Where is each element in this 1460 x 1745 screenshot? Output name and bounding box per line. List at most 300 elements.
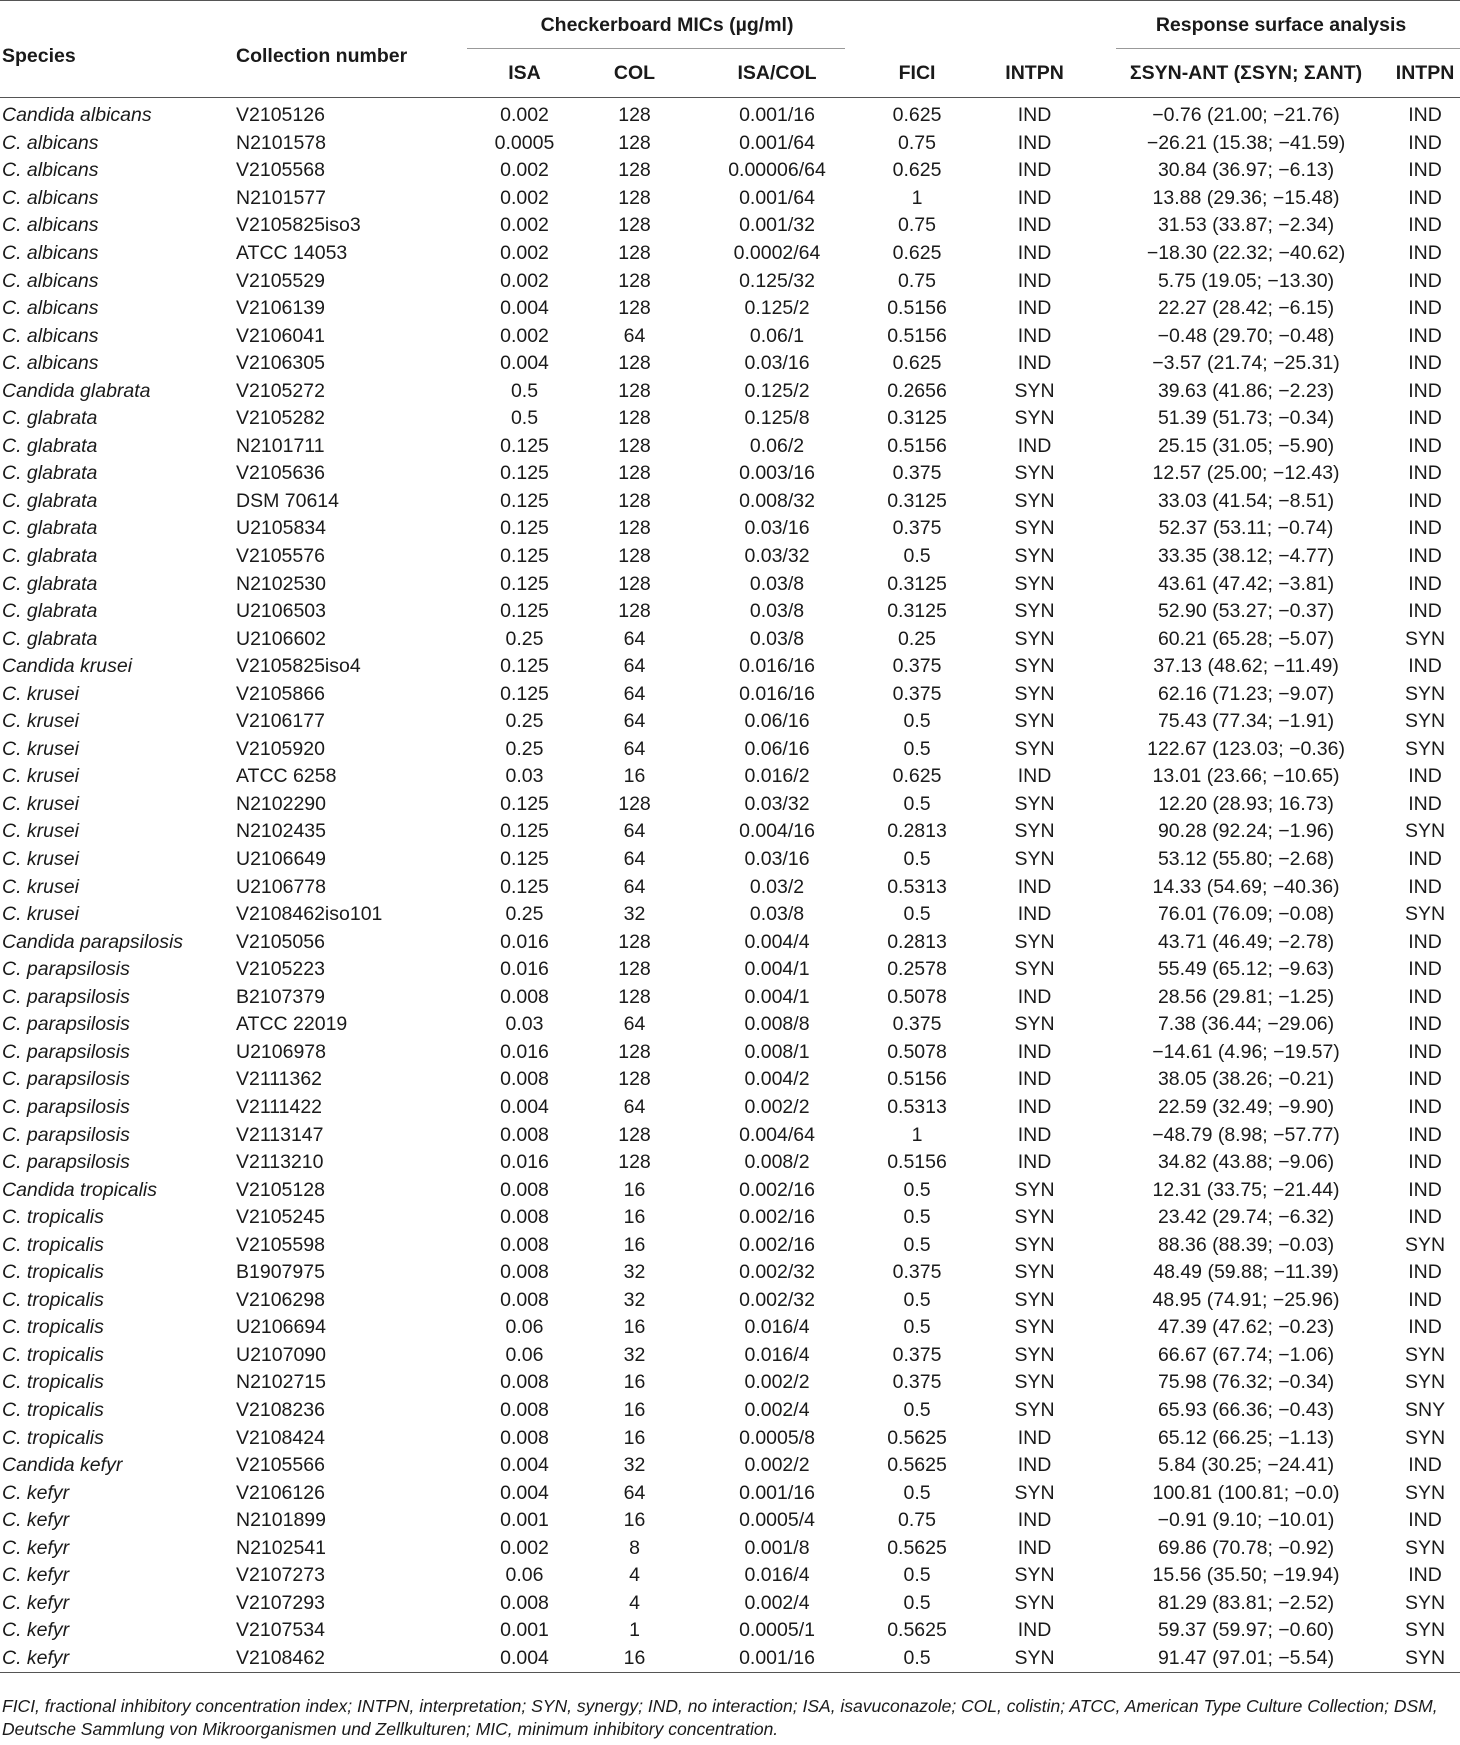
cell-species: C. krusei: [2, 903, 79, 926]
cell-collection-number: V2105636: [236, 462, 325, 485]
table-row: [0, 1452, 1460, 1480]
cell-isa-col-ratio: 0.03/8: [749, 600, 805, 623]
cell-intpn-checkerboard: SYN: [1014, 1371, 1055, 1394]
cell-isa-mic: 0.016: [500, 930, 549, 953]
cell-rsa-value: 66.67 (67.74; −1.06): [1157, 1343, 1335, 1366]
cell-intpn-checkerboard: IND: [1017, 1151, 1052, 1174]
cell-species: C. krusei: [2, 848, 79, 871]
cell-rsa-value: −0.91 (9.10; −10.01): [1157, 1509, 1335, 1532]
cell-species: C. krusei: [2, 682, 79, 705]
table-row: [0, 1066, 1460, 1094]
cell-isa-col-ratio: 0.001/16: [687, 1645, 867, 1673]
cell-intpn-rsa: IND: [1408, 655, 1442, 678]
cell-species: C. glabrata: [2, 407, 98, 430]
table-row: [0, 240, 1460, 268]
cell-col-mic: 128: [618, 958, 651, 981]
cell-isa-mic: 0.004: [500, 1095, 549, 1118]
cell-isa-mic: 0.25: [505, 627, 544, 650]
cell-species: C. albicans: [2, 352, 99, 375]
cell-fici: 0.3125: [887, 407, 947, 430]
cell-intpn-checkerboard: IND: [1017, 214, 1052, 237]
cell-intpn-rsa: SYN: [1404, 1233, 1446, 1256]
cell-rsa-value: 13.01 (23.66; −10.65): [1152, 765, 1340, 788]
cell-isa-col-ratio: 0.002/2: [744, 1371, 810, 1394]
cell-intpn-rsa: IND: [1408, 600, 1442, 623]
cell-isa-col-ratio: 0.125/2: [744, 297, 810, 320]
cell-intpn-rsa: IND: [1408, 1316, 1442, 1339]
cell-collection-number: V2105126: [236, 104, 325, 127]
cell-fici: 0.75: [898, 269, 936, 292]
cell-collection-number: V2107273: [236, 1564, 325, 1587]
cell-collection-number: U2106649: [236, 848, 326, 871]
cell-intpn-rsa: IND: [1408, 1564, 1442, 1587]
cell-collection-number: V2113210: [236, 1151, 324, 1174]
cell-intpn-checkerboard: SYN: [967, 1645, 1102, 1673]
cell-isa-col-ratio: 0.004/4: [744, 930, 810, 953]
cell-collection-number: V2111362: [236, 1068, 323, 1091]
cell-rsa-value: 33.03 (41.54; −8.51): [1157, 489, 1335, 512]
cell-fici: 0.375: [892, 1013, 942, 1036]
cell-isa-col-ratio: 0.008/32: [739, 489, 815, 512]
cell-isa-col-ratio: 0.004/1: [744, 958, 810, 981]
cell-isa-mic: 0.0005: [494, 131, 555, 154]
cell-isa-col-ratio: 0.016/16: [739, 655, 815, 678]
table-row: [0, 130, 1460, 158]
cell-collection-number: N2101578: [236, 131, 326, 154]
cell-isa-mic: 0.125: [500, 875, 549, 898]
cell-fici: 0.5313: [887, 1095, 947, 1118]
cell-intpn-rsa: IND: [1408, 1068, 1442, 1091]
cell-isa-mic: 0.5: [510, 379, 539, 402]
cell-isa-mic: 0.016: [500, 958, 549, 981]
cell-intpn-checkerboard: IND: [1017, 765, 1052, 788]
cell-intpn-rsa: IND: [1408, 407, 1442, 430]
cell-col-mic: 64: [623, 1013, 646, 1036]
cell-isa-mic: 0.25: [505, 710, 544, 733]
cell-intpn-checkerboard: SYN: [1014, 407, 1055, 430]
cell-isa-mic: 0.016: [500, 1040, 549, 1063]
cell-collection-number: N2102530: [236, 572, 326, 595]
cell-rsa-value: 34.82 (43.88; −9.06): [1157, 1151, 1335, 1174]
cell-rsa-value: 5.84 (30.25; −24.41): [1157, 1454, 1335, 1477]
cell-intpn-checkerboard: SYN: [1014, 572, 1055, 595]
cell-intpn-rsa: IND: [1408, 792, 1442, 815]
header-fici: FICI: [898, 61, 936, 84]
cell-species: C. kefyr: [2, 1536, 70, 1559]
cell-collection-number: V2105576: [236, 545, 325, 568]
cell-collection-number: V2107534: [236, 1619, 325, 1642]
cell-fici: 0.625: [892, 242, 942, 264]
cell-col-mic: 128: [618, 930, 651, 953]
cell-isa-col-ratio: 0.002/16: [739, 1178, 815, 1201]
cell-col-mic: 128: [618, 545, 651, 568]
cell-fici: 0.5: [903, 1316, 931, 1339]
cell-intpn-rsa: SYN: [1404, 1371, 1446, 1394]
cell-col-mic: 16: [623, 1233, 646, 1256]
cell-isa-col-ratio: 0.002/16: [739, 1233, 815, 1256]
cell-isa-col-ratio: 0.002/32: [739, 1288, 815, 1311]
table-row: [0, 405, 1460, 433]
cell-fici: 0.2656: [887, 379, 947, 402]
cell-species: C. parapsilosis: [2, 1013, 130, 1036]
cell-collection-number: V2108462: [222, 1645, 467, 1673]
cell-rsa-value: 75.43 (77.34; −1.91): [1157, 710, 1335, 733]
cell-isa-mic: 0.002: [500, 269, 549, 292]
cell-intpn-checkerboard: IND: [1017, 1536, 1052, 1559]
cell-intpn-rsa: IND: [1408, 545, 1442, 568]
cell-col-mic: 16: [623, 1178, 646, 1201]
cell-isa-col-ratio: 0.06/2: [749, 434, 805, 457]
table-row: [0, 350, 1460, 378]
cell-isa-mic: 0.002: [500, 1536, 549, 1559]
cell-rsa-value: 81.29 (83.81; −2.52): [1157, 1591, 1335, 1614]
cell-isa-col-ratio: 0.004/64: [739, 1123, 815, 1146]
cell-fici: 0.375: [892, 517, 942, 540]
cell-col-mic: 128: [618, 1151, 651, 1174]
cell-collection-number: V2105920: [236, 737, 325, 760]
cell-collection-number: DSM 70614: [236, 489, 339, 512]
cell-intpn-rsa: SYN: [1404, 682, 1446, 705]
cell-fici: 0.5313: [887, 875, 947, 898]
cell-collection-number: V2107293: [236, 1591, 325, 1614]
table-row: [0, 708, 1460, 736]
cell-intpn-checkerboard: SYN: [1014, 1178, 1055, 1201]
cell-col-mic: 8: [629, 1536, 640, 1559]
cell-isa-mic: 0.125: [500, 682, 549, 705]
cell-rsa-value: 52.37 (53.11; −0.74): [1158, 517, 1334, 540]
cell-isa-col-ratio: 0.03/16: [744, 848, 810, 871]
cell-isa-mic: 0.004: [467, 1645, 582, 1673]
cell-fici: 0.2813: [887, 820, 947, 843]
cell-species: C. krusei: [2, 765, 79, 788]
cell-isa-col-ratio: 0.008/2: [744, 1151, 810, 1174]
cell-rsa-value: 100.81 (100.81; −0.0): [1152, 1481, 1340, 1504]
cell-fici: 0.5: [903, 737, 931, 760]
cell-intpn-checkerboard: SYN: [1014, 930, 1055, 953]
cell-isa-mic: 0.008: [500, 1123, 549, 1146]
cell-intpn-rsa: IND: [1408, 434, 1442, 457]
cell-isa-col-ratio: 0.016/4: [744, 1316, 810, 1339]
cell-rsa-value: 23.42 (29.74; −6.32): [1157, 1206, 1335, 1229]
cell-fici: 0.3125: [887, 572, 947, 595]
cell-species: C. glabrata: [2, 627, 98, 650]
cell-intpn-checkerboard: SYN: [1014, 1481, 1055, 1504]
cell-isa-mic: 0.002: [500, 242, 549, 264]
cell-intpn-rsa: IND: [1408, 242, 1442, 264]
cell-rsa-value: 12.20 (28.93; 16.73): [1158, 792, 1334, 815]
cell-intpn-rsa: SYN: [1390, 1645, 1460, 1673]
cell-col-mic: 128: [618, 985, 651, 1008]
cell-intpn-rsa: IND: [1408, 1288, 1442, 1311]
cell-collection-number: U2105834: [236, 517, 326, 540]
header-collection-number: Collection number: [236, 44, 408, 67]
cell-col-mic: 4: [629, 1564, 640, 1587]
cell-fici: 0.25: [898, 627, 936, 650]
cell-fici: 0.5: [903, 792, 931, 815]
cell-intpn-checkerboard: IND: [1017, 297, 1052, 320]
cell-intpn-checkerboard: IND: [1017, 352, 1052, 375]
cell-fici: 0.5156: [887, 1151, 947, 1174]
cell-intpn-checkerboard: SYN: [1014, 545, 1055, 568]
table-row: [0, 295, 1460, 323]
cell-col-mic: 64: [623, 848, 646, 871]
cell-collection-number: ATCC 14053: [236, 242, 348, 264]
cell-isa-col-ratio: 0.0002/64: [733, 242, 821, 264]
cell-isa-col-ratio: 0.004/1: [744, 985, 810, 1008]
cell-collection-number: N2102715: [236, 1371, 326, 1394]
cell-species: C. glabrata: [2, 517, 98, 540]
cell-rsa-value: 76.01 (76.09; −0.08): [1157, 903, 1335, 926]
cell-species: Candida parapsilosis: [2, 930, 184, 953]
cell-rsa-value: 37.13 (48.62; −11.49): [1153, 655, 1339, 678]
cell-rsa-value: −14.61 (4.96; −19.57): [1152, 1040, 1340, 1063]
cell-rsa-value: 91.47 (97.01; −5.54): [1102, 1645, 1390, 1673]
cell-intpn-checkerboard: IND: [1017, 434, 1052, 457]
cell-intpn-rsa: IND: [1408, 1206, 1442, 1229]
cell-fici: 0.625: [892, 352, 942, 375]
cell-isa-mic: 0.125: [500, 820, 549, 843]
cell-isa-col-ratio: 0.002/2: [744, 1454, 810, 1477]
cell-species: C. tropicalis: [2, 1206, 104, 1229]
cell-rsa-value: 48.49 (59.88; −11.39): [1153, 1261, 1339, 1284]
cell-rsa-value: 31.53 (33.87; −2.34): [1157, 214, 1335, 237]
cell-isa-mic: 0.03: [505, 1013, 544, 1036]
cell-rsa-value: 51.39 (51.73; −0.34): [1157, 407, 1335, 430]
cell-rsa-value: 55.49 (65.12; −9.63): [1157, 958, 1335, 981]
table-row: [0, 791, 1460, 819]
cell-col-mic: 16: [623, 765, 646, 788]
cell-col-mic: 16: [623, 1398, 646, 1421]
cell-isa-mic: 0.002: [500, 159, 549, 182]
cell-isa-mic: 0.008: [500, 1288, 549, 1311]
cell-intpn-rsa: IND: [1408, 517, 1442, 540]
cell-collection-number: ATCC 22019: [236, 1013, 348, 1036]
cell-isa-mic: 0.008: [500, 1261, 549, 1284]
cell-species: C. parapsilosis: [2, 985, 130, 1008]
header-col: COL: [613, 61, 656, 84]
cell-rsa-value: 65.93 (66.36; −0.43): [1157, 1398, 1335, 1421]
cell-isa-col-ratio: 0.03/2: [749, 875, 805, 898]
cell-collection-number: B1907975: [236, 1261, 325, 1284]
cell-isa-mic: 0.008: [500, 1206, 549, 1229]
cell-fici: 1: [911, 1123, 923, 1146]
cell-fici: 0.5625: [887, 1536, 947, 1559]
table-row: [0, 1397, 1460, 1425]
cell-intpn-checkerboard: SYN: [1014, 710, 1055, 733]
cell-isa-col-ratio: 0.03/16: [744, 517, 810, 540]
cell-isa-col-ratio: 0.008/8: [744, 1013, 810, 1036]
cell-collection-number: V2105245: [236, 1206, 325, 1229]
table-row: [0, 598, 1460, 626]
cell-intpn-rsa: SYN: [1404, 1481, 1446, 1504]
table-row: [0, 488, 1460, 516]
cell-fici: 0.5156: [887, 434, 947, 457]
cell-isa-mic: 0.008: [500, 985, 549, 1008]
cell-intpn-checkerboard: SYN: [1014, 1398, 1055, 1421]
cell-fici: 0.5156: [887, 324, 947, 347]
cell-intpn-rsa: IND: [1408, 985, 1442, 1008]
cell-col-mic: 128: [618, 159, 651, 182]
cell-collection-number: V2108424: [236, 1426, 325, 1449]
cell-isa-mic: 0.125: [500, 489, 549, 512]
table-row: [0, 1562, 1460, 1590]
cell-isa-mic: 0.008: [500, 1591, 549, 1614]
cell-intpn-checkerboard: SYN: [1014, 462, 1055, 485]
cell-species: C. krusei: [2, 737, 79, 760]
cell-rsa-value: 13.88 (29.36; −15.48): [1152, 186, 1340, 209]
cell-collection-number: V2106126: [236, 1481, 325, 1504]
cell-isa-col-ratio: 0.001/32: [739, 214, 815, 237]
cell-rsa-value: −48.79 (8.98; −57.77): [1152, 1123, 1340, 1146]
cell-rsa-value: 12.31 (33.75; −21.44): [1152, 1178, 1340, 1201]
cell-rsa-value: 39.63 (41.86; −2.23): [1157, 379, 1335, 402]
table-row: [0, 1369, 1460, 1397]
cell-fici: 0.625: [892, 765, 942, 788]
cell-species: C. tropicalis: [2, 1398, 104, 1421]
cell-intpn-rsa: SNY: [1404, 1398, 1446, 1421]
cell-isa-col-ratio: 0.002/4: [744, 1398, 810, 1421]
cell-isa-col-ratio: 0.125/32: [739, 269, 815, 292]
cell-species: C. parapsilosis: [2, 958, 130, 981]
cell-species: C. parapsilosis: [2, 1095, 130, 1118]
cell-isa-col-ratio: 0.002/2: [744, 1095, 810, 1118]
cell-intpn-checkerboard: IND: [1017, 1619, 1052, 1642]
table-row: [0, 1094, 1460, 1122]
cell-intpn-rsa: IND: [1408, 1261, 1442, 1284]
cell-rsa-value: 38.05 (38.26; −0.21): [1157, 1068, 1335, 1091]
cell-species: C. krusei: [2, 820, 79, 843]
cell-species: C. tropicalis: [2, 1288, 104, 1311]
cell-species: C. parapsilosis: [2, 1040, 130, 1063]
cell-collection-number: N2102541: [236, 1536, 326, 1559]
cell-intpn-checkerboard: IND: [1017, 985, 1052, 1008]
cell-intpn-checkerboard: SYN: [1014, 1343, 1055, 1366]
cell-isa-col-ratio: 0.002/4: [744, 1591, 810, 1614]
cell-rsa-value: 15.56 (35.50; −19.94): [1152, 1564, 1340, 1587]
header-intpn-checkerboard: INTPN: [1005, 61, 1064, 84]
table-row: [0, 1231, 1460, 1259]
cell-intpn-rsa: IND: [1408, 1095, 1442, 1118]
cell-species: C. glabrata: [2, 489, 98, 512]
cell-intpn-checkerboard: SYN: [1014, 848, 1055, 871]
header-species: Species: [2, 44, 76, 67]
cell-col-mic: 64: [623, 820, 646, 843]
cell-isa-col-ratio: 0.125/8: [744, 407, 810, 430]
cell-fici: 0.375: [892, 1343, 942, 1366]
cell-isa-mic: 0.06: [505, 1316, 544, 1339]
cell-isa-col-ratio: 0.03/8: [749, 572, 805, 595]
cell-intpn-rsa: IND: [1408, 159, 1442, 182]
cell-isa-mic: 0.004: [500, 1454, 549, 1477]
cell-isa-mic: 0.125: [500, 848, 549, 871]
cell-species: C. krusei: [2, 875, 79, 898]
cell-intpn-rsa: IND: [1408, 297, 1442, 320]
cell-isa-col-ratio: 0.03/16: [744, 352, 810, 375]
cell-intpn-rsa: SYN: [1404, 1343, 1446, 1366]
cell-col-mic: 64: [623, 627, 646, 650]
cell-intpn-rsa: IND: [1408, 1040, 1442, 1063]
cell-col-mic: 128: [618, 1068, 651, 1091]
cell-species: C. glabrata: [2, 572, 98, 595]
cell-intpn-checkerboard: IND: [1017, 903, 1052, 926]
cell-intpn-checkerboard: SYN: [1014, 737, 1055, 760]
cell-rsa-value: 65.12 (66.25; −1.13): [1157, 1426, 1335, 1449]
cell-isa-col-ratio: 0.0005/8: [739, 1426, 815, 1449]
cell-species: Candida glabrata: [2, 379, 151, 402]
cell-col-mic: 4: [629, 1591, 640, 1614]
cell-col-mic: 16: [582, 1645, 687, 1673]
cell-intpn-checkerboard: IND: [1017, 1095, 1052, 1118]
cell-col-mic: 128: [618, 1040, 651, 1063]
cell-rsa-value: 30.84 (36.97; −6.13): [1157, 159, 1335, 182]
cell-intpn-checkerboard: IND: [1017, 104, 1052, 127]
table-row: [0, 653, 1460, 681]
table-row: [0, 1287, 1460, 1315]
cell-fici: 0.5156: [887, 297, 947, 320]
cell-intpn-checkerboard: SYN: [1014, 1288, 1055, 1311]
cell-isa-mic: 0.002: [500, 324, 549, 347]
cell-collection-number: U2106778: [236, 875, 326, 898]
table-row: [0, 846, 1460, 874]
table-row: [0, 1590, 1460, 1618]
cell-isa-col-ratio: 0.03/8: [749, 627, 805, 650]
cell-intpn-checkerboard: SYN: [1014, 1316, 1055, 1339]
cell-rsa-value: 22.27 (28.42; −6.15): [1157, 297, 1335, 320]
cell-intpn-rsa: IND: [1408, 214, 1442, 237]
cell-isa-mic: 0.002: [500, 214, 549, 237]
cell-fici: 1: [911, 186, 923, 209]
cell-intpn-checkerboard: SYN: [1014, 517, 1055, 540]
cell-species: C. albicans: [2, 242, 99, 264]
cell-intpn-rsa: IND: [1408, 1178, 1442, 1201]
table-row: [0, 818, 1460, 846]
cell-intpn-checkerboard: IND: [1017, 1040, 1052, 1063]
cell-collection-number: V2105128: [236, 1178, 325, 1201]
cell-isa-mic: 0.004: [500, 352, 549, 375]
cell-isa-mic: 0.125: [500, 545, 549, 568]
table-row: [0, 460, 1460, 488]
table-row: [0, 1176, 1460, 1204]
cell-fici: 0.5: [903, 1564, 931, 1587]
cell-collection-number: ATCC 6258: [236, 765, 337, 788]
cell-fici: 0.5078: [887, 985, 947, 1008]
table-row: [0, 736, 1460, 764]
table-row: [0, 625, 1460, 653]
cell-species: C. albicans: [2, 269, 99, 292]
cell-intpn-checkerboard: IND: [1017, 1454, 1052, 1477]
cell-isa-col-ratio: 0.03/32: [744, 792, 810, 815]
cell-rsa-value: 7.38 (36.44; −29.06): [1157, 1013, 1335, 1036]
cell-col-mic: 128: [618, 269, 651, 292]
cell-col-mic: 64: [623, 655, 646, 678]
cell-collection-number: V2105056: [236, 930, 325, 953]
cell-fici: 0.375: [892, 1371, 942, 1394]
cell-species: Candida kefyr: [2, 1454, 123, 1477]
header-rsa-group: Response surface analysis: [1102, 1, 1460, 50]
cell-fici: 0.5: [903, 1233, 931, 1256]
cell-col-mic: 128: [618, 600, 651, 623]
cell-fici: 0.3125: [887, 489, 947, 512]
cell-isa-col-ratio: 0.008/1: [744, 1040, 810, 1063]
cell-collection-number: V2105568: [236, 159, 325, 182]
table-row: [0, 1204, 1460, 1232]
cell-isa-mic: 0.002: [500, 186, 549, 209]
cell-rsa-value: 43.71 (46.49; −2.78): [1157, 930, 1335, 953]
cell-collection-number: V2105272: [236, 379, 325, 402]
cell-species: C. glabrata: [2, 434, 98, 457]
cell-rsa-value: 62.16 (71.23; −9.07): [1157, 682, 1335, 705]
cell-rsa-value: 5.75 (19.05; −13.30): [1157, 269, 1335, 292]
